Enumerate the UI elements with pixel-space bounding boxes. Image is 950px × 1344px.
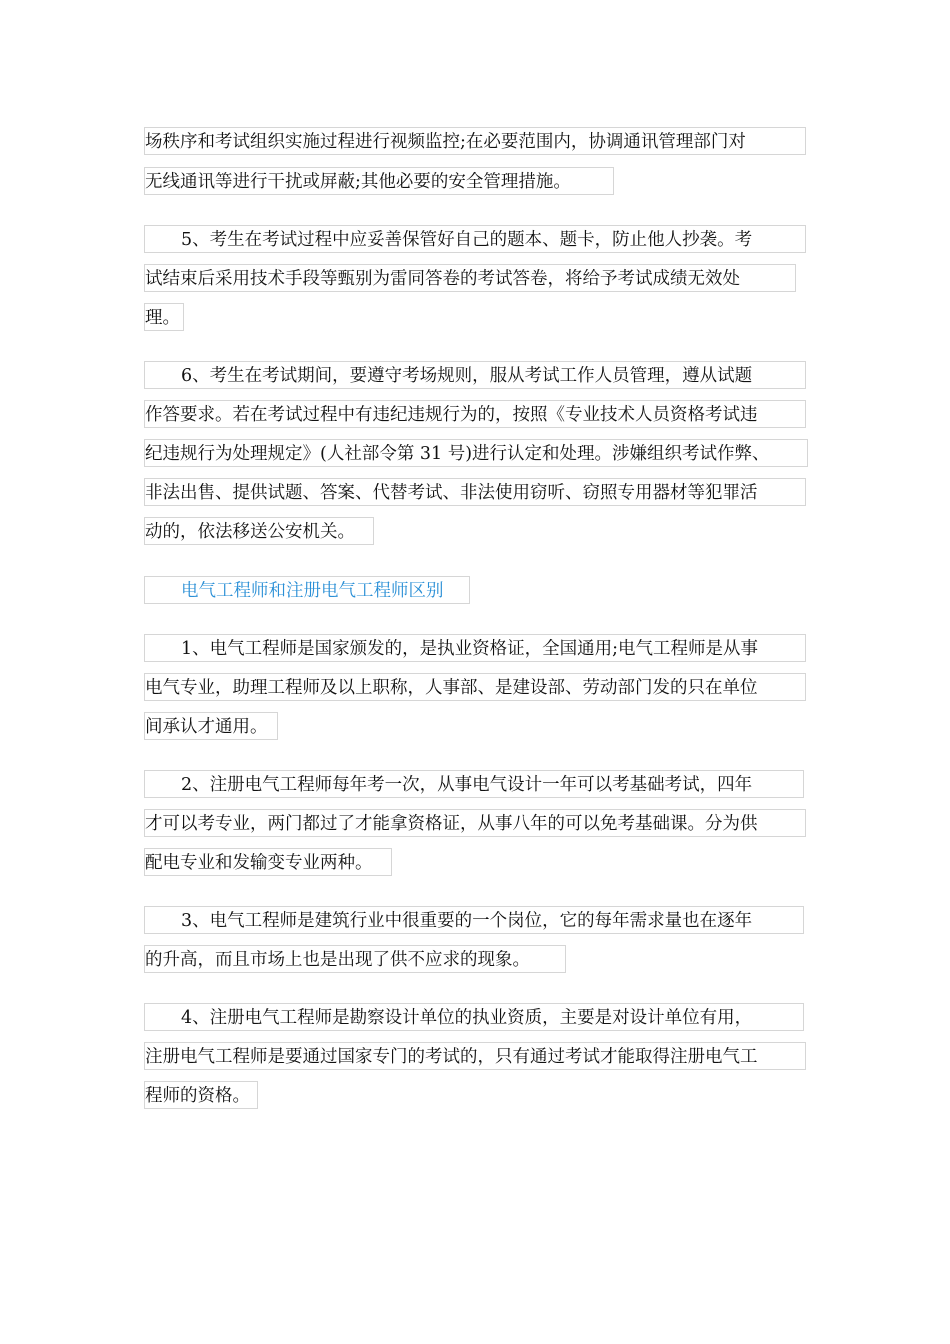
- paragraph-2-line-3: 非法出售、提供试题、答案、代替考试、非法使用窃听、窃照专用器材等犯罪活: [144, 478, 806, 506]
- paragraph-6-line-0: 3、电气工程师是建筑行业中很重要的一个岗位，它的每年需求量也在逐年: [144, 906, 804, 934]
- paragraph-2-line-1: 作答要求。若在考试过程中有违纪违规行为的，按照《专业技术人员资格考试违: [144, 400, 806, 428]
- paragraph-2-line-0: 6、考生在考试期间，要遵守考场规则，服从考试工作人员管理，遵从试题: [144, 361, 806, 389]
- paragraph-5-line-1: 才可以考专业，两门都过了才能拿资格证，从事八年的可以免考基础课。分为供: [144, 809, 806, 837]
- paragraph-7-line-0: 4、注册电气工程师是勘察设计单位的执业资质，主要是对设计单位有用，: [144, 1003, 804, 1031]
- paragraph-0-line-0: 场秩序和考试组织实施过程进行视频监控;在必要范围内，协调通讯管理部门对: [144, 127, 806, 155]
- paragraph-7-line-2: 程师的资格。: [144, 1081, 258, 1109]
- paragraph-1-line-1: 试结束后采用技术手段等甄别为雷同答卷的考试答卷，将给予考试成绩无效处: [144, 264, 796, 292]
- paragraph-4-line-0: 1、电气工程师是国家颁发的，是执业资格证，全国通用;电气工程师是从事: [144, 634, 806, 662]
- paragraph-2-line-2: 纪违规行为处理规定》(人社部令第 31 号)进行认定和处理。涉嫌组织考试作弊、: [144, 439, 808, 467]
- paragraph-7-line-1: 注册电气工程师是要通过国家专门的考试的，只有通过考试才能取得注册电气工: [144, 1042, 806, 1070]
- paragraph-5-line-0: 2、注册电气工程师每年考一次，从事电气设计一年可以考基础考试，四年: [144, 770, 804, 798]
- section-heading: 电气工程师和注册电气工程师区别: [144, 576, 470, 604]
- paragraph-4-line-1: 电气专业，助理工程师及以上职称，人事部、是建设部、劳动部门发的只在单位: [144, 673, 806, 701]
- paragraph-1-line-2: 理。: [144, 303, 184, 331]
- paragraph-6-line-1: 的升高，而且市场上也是出现了供不应求的现象。: [144, 945, 566, 973]
- paragraph-1-line-0: 5、考生在考试过程中应妥善保管好自己的题本、题卡，防止他人抄袭。考: [144, 225, 806, 253]
- paragraph-4-line-2: 间承认才通用。: [144, 712, 278, 740]
- paragraph-5-line-2: 配电专业和发输变专业两种。: [144, 848, 392, 876]
- paragraph-0-line-1: 无线通讯等进行干扰或屏蔽;其他必要的安全管理措施。: [144, 167, 614, 195]
- paragraph-2-line-4: 动的，依法移送公安机关。: [144, 517, 374, 545]
